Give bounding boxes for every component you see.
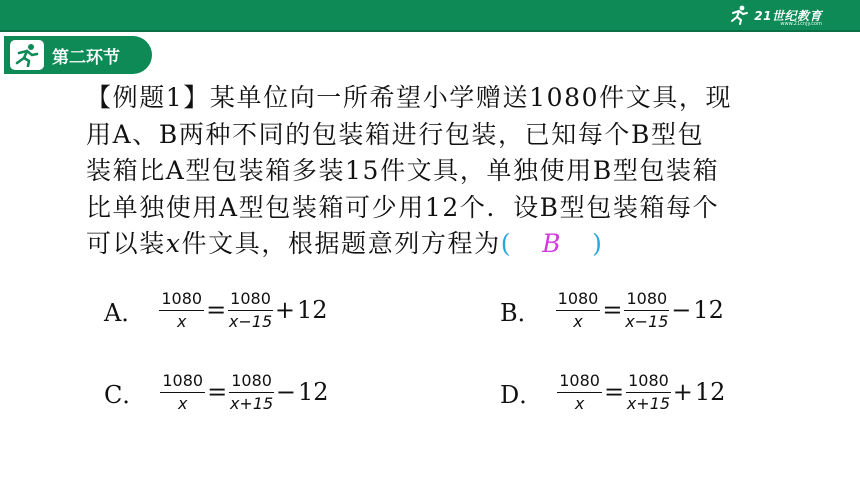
equals-sign: = bbox=[603, 378, 625, 406]
fraction bbox=[626, 372, 671, 413]
question-line: 【例题1】某单位向一所希望小学赠送1080件文具，现 bbox=[86, 83, 733, 112]
answer-paren-close: ) bbox=[592, 229, 604, 258]
option-d[interactable] bbox=[500, 362, 725, 422]
fraction bbox=[160, 372, 205, 413]
constant: 12 bbox=[694, 378, 726, 406]
fraction bbox=[557, 372, 602, 413]
denominator: x+15 bbox=[626, 393, 671, 413]
denominator: x bbox=[574, 393, 585, 413]
constant: 12 bbox=[693, 296, 724, 324]
question-line: 装箱比A型包装箱多装15件文具，单独使用B型包装箱 bbox=[86, 156, 720, 185]
numerator: 1080 bbox=[557, 372, 602, 393]
fraction bbox=[556, 290, 601, 331]
operator: − bbox=[275, 378, 297, 406]
numerator: 1080 bbox=[626, 372, 671, 393]
equals-sign: = bbox=[207, 378, 228, 406]
numerator: 1080 bbox=[228, 290, 273, 311]
denominator: x−15 bbox=[228, 311, 273, 331]
question-text-fragment: 可以装 bbox=[86, 229, 166, 258]
runner-logo-icon bbox=[728, 5, 750, 25]
logo-text: 21世纪教育 bbox=[754, 8, 822, 23]
section-badge bbox=[4, 36, 152, 74]
operator: − bbox=[671, 296, 692, 324]
equals-sign: = bbox=[602, 296, 623, 324]
denominator: x bbox=[176, 311, 187, 331]
option-b[interactable] bbox=[500, 280, 724, 340]
section-label: 第二环节 bbox=[52, 47, 120, 68]
answer-paren-open: ( bbox=[500, 229, 513, 258]
question-text-fragment: 件文具，根据题意列方程为 bbox=[181, 229, 501, 258]
banner-divider bbox=[0, 30, 860, 32]
operator: + bbox=[274, 296, 295, 324]
equals-sign: = bbox=[206, 296, 227, 324]
numerator: 1080 bbox=[160, 372, 205, 393]
denominator: x bbox=[573, 311, 583, 331]
option-label: C． bbox=[104, 380, 147, 409]
option-label: B． bbox=[500, 298, 542, 327]
question-line: 比单独使用A型包装箱可少用12个．设B型包装箱每个 bbox=[86, 192, 720, 222]
numerator: 1080 bbox=[556, 290, 601, 311]
question-line: 用A、B两种不同的包装箱进行包装，已知每个B型包 bbox=[86, 119, 705, 149]
running-person-icon bbox=[10, 40, 44, 70]
logo-subtext: www.21cnjy.com bbox=[780, 21, 822, 27]
fraction bbox=[624, 290, 669, 331]
fraction bbox=[229, 372, 274, 413]
option-label: D． bbox=[500, 380, 544, 409]
constant: 12 bbox=[297, 296, 328, 324]
numerator: 1080 bbox=[624, 290, 669, 311]
option-a[interactable] bbox=[104, 280, 328, 340]
constant: 12 bbox=[298, 378, 329, 406]
numerator: 1080 bbox=[159, 290, 204, 311]
denominator: x bbox=[178, 393, 188, 413]
denominator: x−15 bbox=[625, 311, 669, 331]
brand-logo bbox=[728, 4, 822, 26]
operator: + bbox=[672, 378, 693, 406]
numerator: 1080 bbox=[229, 372, 274, 393]
denominator: x+15 bbox=[229, 393, 274, 413]
question-text bbox=[86, 80, 786, 263]
option-label: A． bbox=[104, 298, 146, 327]
option-c[interactable] bbox=[104, 362, 329, 422]
fraction bbox=[228, 290, 273, 331]
answer-choice: B bbox=[542, 229, 563, 258]
question-line bbox=[86, 226, 786, 263]
variable-x: x bbox=[165, 229, 182, 258]
fraction bbox=[159, 290, 204, 331]
